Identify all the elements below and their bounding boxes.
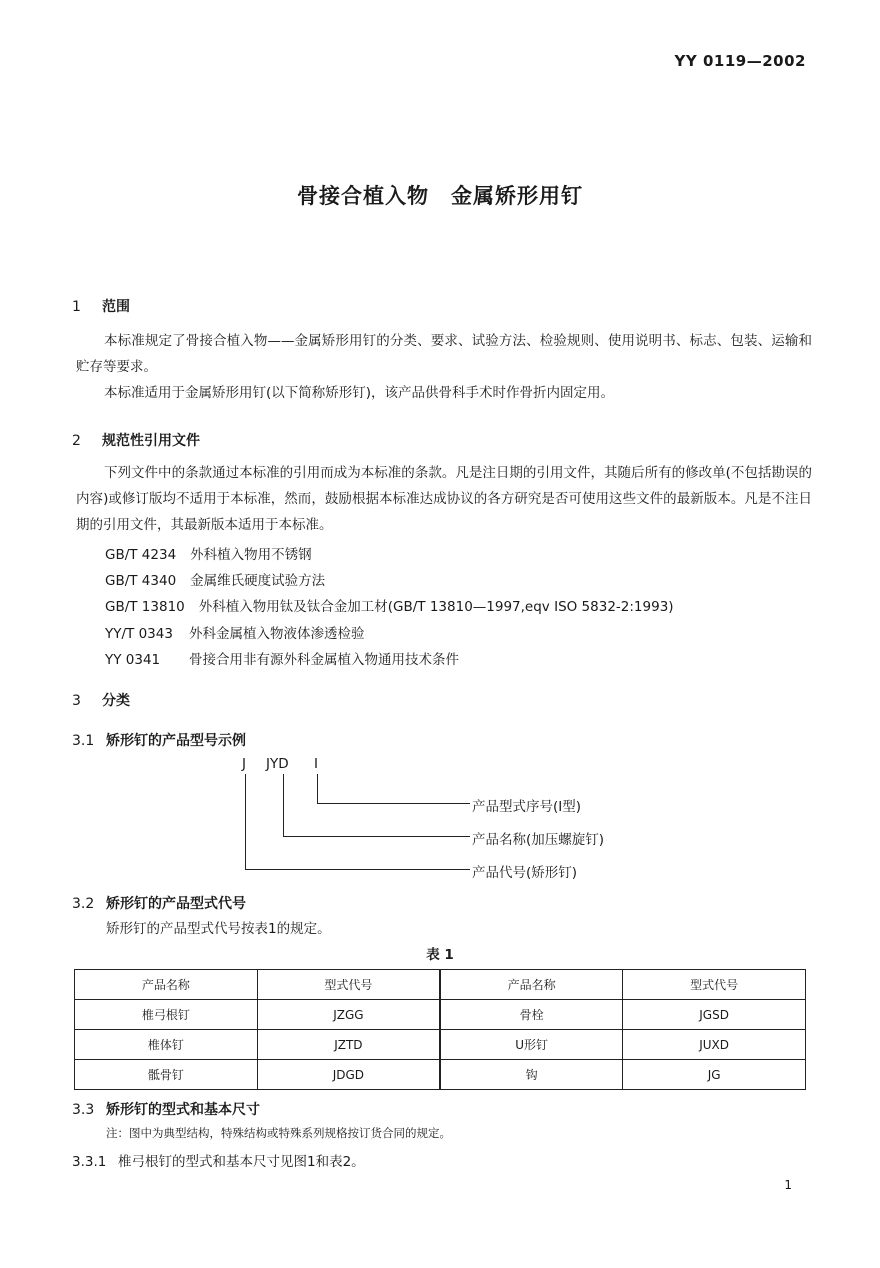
table-row <box>75 1030 806 1060</box>
reference-text: 外科植入物用不锈钢 <box>190 547 312 563</box>
diagram-code-name: JYD <box>266 756 289 772</box>
table-row <box>75 1000 806 1030</box>
reference-code: GB/T 4234 <box>105 547 177 563</box>
reference-item <box>105 569 325 589</box>
reference-code: YY/T 0343 <box>105 626 173 642</box>
subsection-number: 3.2 <box>72 896 95 912</box>
table-cell: 椎弓根钉 <box>75 1000 258 1030</box>
subsection-number: 3.1 <box>72 733 95 749</box>
diagram-connector <box>317 774 318 804</box>
table-header-cell: 产品名称 <box>75 970 258 1000</box>
reference-text: 外科植入物用钛及钛合金加工材(GB/T 13810—1997,eqv ISO 5832-2:1993) <box>198 599 674 615</box>
subsection-text: 椎弓根钉的型式和基本尺寸见图1和表2。 <box>118 1154 365 1170</box>
diagram-label-type: 产品型式序号(I型) <box>472 799 582 815</box>
section-1-heading <box>72 296 130 316</box>
table-cell: JUXD <box>623 1030 806 1060</box>
section-3-heading <box>72 690 130 710</box>
diagram-connector <box>245 869 470 870</box>
reference-text: 金属维氏硬度试验方法 <box>190 573 326 589</box>
reference-item <box>105 543 312 563</box>
subsection-title: 矫形钉的产品型号示例 <box>106 733 246 749</box>
table-cell: JDGD <box>257 1060 440 1090</box>
table-cell: 骶骨钉 <box>75 1060 258 1090</box>
section-number: 3 <box>72 693 81 709</box>
reference-text: 骨接合用非有源外科金属植入物通用技术条件 <box>189 652 459 668</box>
table-cell: U形钉 <box>440 1030 623 1060</box>
subsection-3-3-1 <box>72 1150 365 1170</box>
table-1-caption: 表 1 <box>426 947 454 963</box>
diagram-code-type: I <box>314 756 318 772</box>
table-cell: 钩 <box>440 1060 623 1090</box>
section-2-paragraph-1: 下列文件中的条款通过本标准的引用而成为本标准的条款。凡是注日期的引用文件，其随后所有的修改单(不包括勘误的内容)或修订版均不适用于本标准，然而，鼓励根据本标准达成协议的各方研究是否可使用这些文件的最新版本。凡是不注日期的引用文件，其最新版本适用于本标准。 <box>76 465 812 533</box>
table-cell: JG <box>623 1060 806 1090</box>
table-header-row <box>75 970 806 1000</box>
diagram-connector <box>245 774 246 870</box>
diagram-label-code: 产品代号(矫形钉) <box>472 865 578 881</box>
page-number: 1 <box>784 1178 792 1192</box>
table-cell: JZTD <box>257 1030 440 1060</box>
section-1-paragraph-1: 本标准规定了骨接合植入物——金属矫形用钉的分类、要求、试验方法、检验规则、使用说明书、标志、包装、运输和贮存等要求。 <box>76 333 812 375</box>
table-row <box>75 1060 806 1090</box>
diagram-code-product: J <box>242 756 246 772</box>
subsection-number: 3.3 <box>72 1102 95 1118</box>
subsection-title: 矫形钉的型式和基本尺寸 <box>106 1102 260 1118</box>
table-note: 注：图中为典型结构，特殊结构或特殊系列规格按订货合同的规定。 <box>106 1126 451 1140</box>
standard-code: YY 0119—2002 <box>674 52 806 70</box>
table-header-cell: 型式代号 <box>257 970 440 1000</box>
section-number: 2 <box>72 433 81 449</box>
diagram-connector <box>283 774 284 837</box>
section-number: 1 <box>72 299 81 315</box>
table-cell: JZGG <box>257 1000 440 1030</box>
subsection-title: 矫形钉的产品型式代号 <box>106 896 246 912</box>
reference-item <box>105 648 459 668</box>
document-title: 骨接合植入物 金属矫形用钉 <box>297 184 583 208</box>
reference-item <box>105 622 365 642</box>
subsection-number: 3.3.1 <box>72 1154 107 1170</box>
reference-code: GB/T 13810 <box>105 599 185 615</box>
subsection-3-3-heading <box>72 1099 260 1119</box>
section-1-paragraph-2: 本标准适用于金属矫形用钉(以下简称矫形钉)，该产品供骨科手术时作骨折内固定用。 <box>104 385 615 401</box>
diagram-connector <box>283 836 470 837</box>
subsection-3-1-heading <box>72 730 246 750</box>
section-title: 规范性引用文件 <box>102 433 200 449</box>
reference-item <box>105 595 674 615</box>
subsection-3-2-text: 矫形钉的产品型式代号按表1的规定。 <box>106 921 331 937</box>
reference-text: 外科金属植入物液体渗透检验 <box>189 626 365 642</box>
table-header-cell: 型式代号 <box>623 970 806 1000</box>
table-header-cell: 产品名称 <box>440 970 623 1000</box>
section-title: 范围 <box>102 299 130 315</box>
table-1 <box>74 969 806 1090</box>
section-title: 分类 <box>102 693 130 709</box>
reference-code: GB/T 4340 <box>105 573 177 589</box>
diagram-connector <box>317 803 470 804</box>
diagram-label-name: 产品名称(加压螺旋钉) <box>472 832 605 848</box>
table-cell: JGSD <box>623 1000 806 1030</box>
table-cell: 椎体钉 <box>75 1030 258 1060</box>
section-2-heading <box>72 430 200 450</box>
table-cell: 骨栓 <box>440 1000 623 1030</box>
reference-code: YY 0341 <box>105 652 161 668</box>
subsection-3-2-heading <box>72 893 246 913</box>
